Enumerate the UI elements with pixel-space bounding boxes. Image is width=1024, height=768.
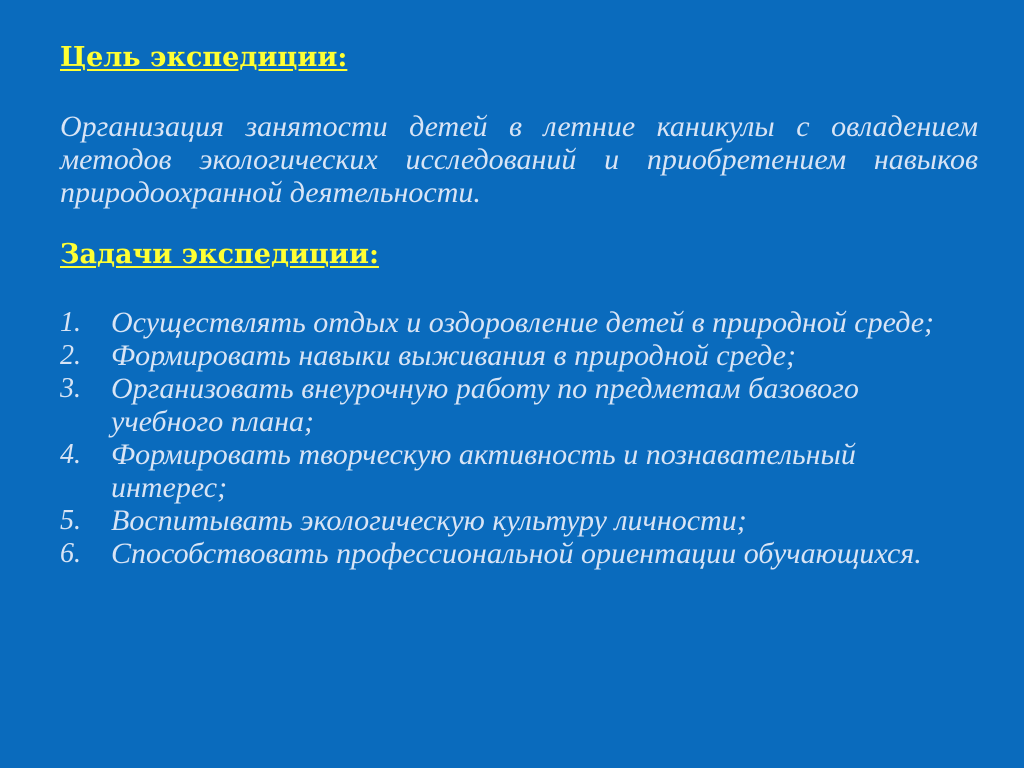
task-list (60, 306, 960, 570)
task-item-5 (60, 504, 960, 537)
goal-text: Организация занятости детей в летние каникулы с овладением методов экологических исследований и приобретением навыков природоохранной деятельности. (60, 110, 978, 209)
task-item-6 (60, 537, 960, 570)
task-text: Осуществлять отдых и оздоровление детей в природной среде; (111, 306, 935, 339)
task-text: Организовать внеурочную работу по предметам базового учебного плана; (111, 372, 859, 438)
task-number: 6. (60, 538, 81, 569)
task-item-1 (60, 306, 960, 339)
task-number: 1. (60, 307, 81, 338)
task-number: 2. (60, 340, 81, 371)
task-item-2 (60, 339, 960, 372)
task-text: Воспитывать экологическую культуру личности; (111, 504, 747, 537)
task-text: Способствовать профессиональной ориентации обучающихся. (111, 537, 922, 570)
task-item-4 (60, 438, 960, 504)
task-number: 4. (60, 439, 81, 470)
task-number: 5. (60, 505, 81, 536)
tasks-heading: Задачи экспедиции: (60, 239, 379, 270)
task-text: Формировать навыки выживания в природной среде; (111, 339, 796, 372)
goal-heading: Цель экспедиции: (60, 42, 348, 73)
task-number: 3. (60, 373, 81, 404)
task-text: Формировать творческую активность и познавательный интерес; (111, 438, 856, 504)
task-item-3 (60, 372, 960, 438)
